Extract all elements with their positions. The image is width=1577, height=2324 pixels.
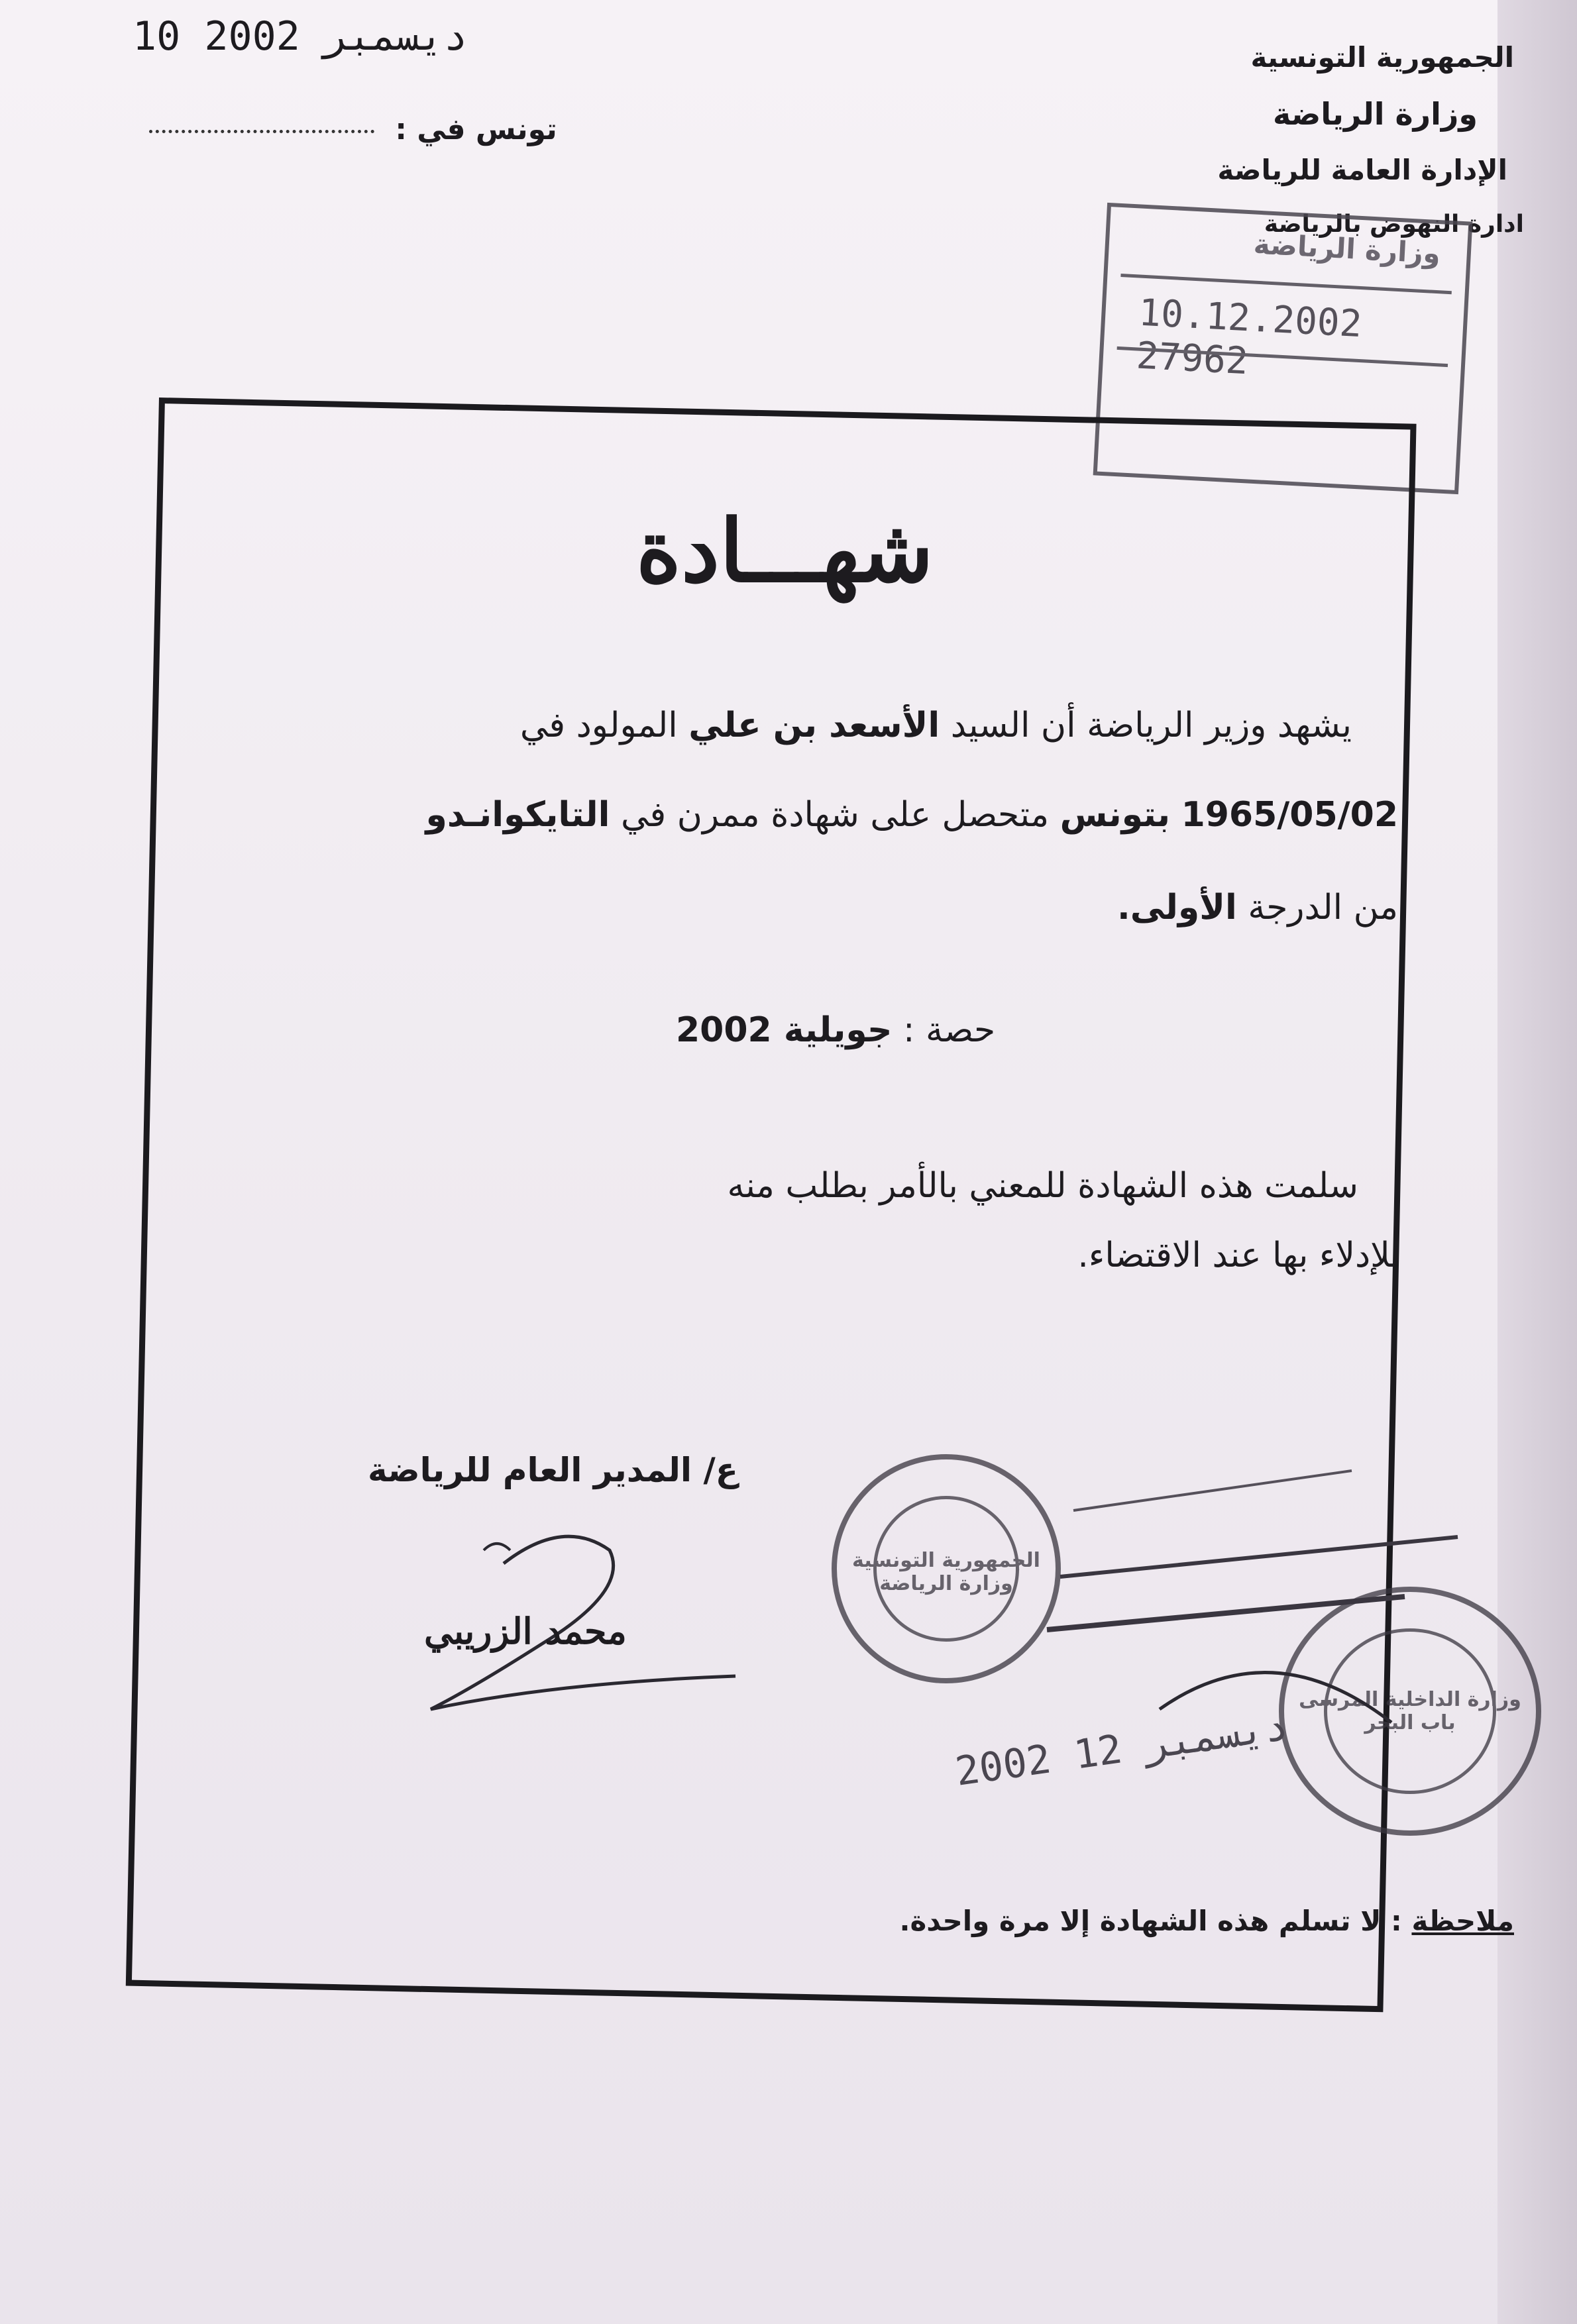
signatory-name: محمد الزريبي: [424, 1610, 627, 1652]
registration-stamp-title: وزارة الرياضة: [1252, 227, 1442, 270]
line3-text: من الدرجة: [1248, 888, 1398, 927]
page-edge: [1497, 0, 1577, 2324]
department-heading: ادارة النهوض بالرياضة: [1264, 211, 1524, 238]
birth-date: 1965/05/02: [1181, 795, 1398, 835]
sport-name: التايكوانـدو: [425, 795, 610, 835]
signatory-role: ع/ المدير العام للرياضة: [368, 1451, 738, 1489]
ministry-seal: [832, 1454, 1061, 1683]
certificate-title: شهـــادة: [636, 500, 934, 602]
certificate-line-1: [520, 706, 1352, 745]
certificate-line-2: [426, 795, 1398, 835]
place-label: تونس في :: [395, 113, 557, 146]
line1-born: المولود في: [519, 706, 678, 745]
session-line: [676, 1010, 995, 1050]
ministry-heading: وزارة الرياضة: [1272, 96, 1478, 132]
session-label: حصة :: [902, 1010, 996, 1050]
place-line: [149, 113, 557, 146]
holder-name: الأسعد بن علي: [688, 706, 940, 745]
certificate-note: [900, 1905, 1515, 1937]
grade-level: الأولى.: [1117, 888, 1237, 927]
line2-text: متحصل على شهادة ممرن في: [621, 795, 1050, 835]
note-text: : لا تسلم هذه الشهادة إلا مرة واحدة.: [899, 1905, 1402, 1937]
session-value: جويلية 2002: [676, 1010, 893, 1050]
stamp-scribbles: [1034, 1431, 1497, 1762]
ministry-seal-text: الجمهورية التونسية وزارة الرياضة: [852, 1549, 1040, 1595]
certificate-line-4: سلمت هذه الشهادة للمعني بالأمر بطلب منه: [727, 1166, 1358, 1206]
note-label: ملاحظة: [1411, 1905, 1514, 1937]
directorate-heading: الإدارة العامة للرياضة: [1217, 154, 1507, 186]
republic-heading: الجمهورية التونسية: [1250, 41, 1514, 74]
certificate-line-3: [1117, 888, 1398, 927]
birth-city: بتونس: [1060, 795, 1171, 835]
stamp-date: 2002 ديسمبر 12: [952, 1703, 1291, 1795]
registration-number: 10.12.2002 27962: [1135, 291, 1363, 384]
certificate-line-5: للإدلاء بها عند الاقتضاء.: [1077, 1236, 1401, 1275]
police-seal-text: وزارة الداخلية المرسى باب البحر: [1299, 1688, 1521, 1734]
top-date: 10 ديسمبر 2002: [133, 13, 468, 60]
place-dots: [149, 130, 374, 133]
line1-intro: يشهد وزير الرياضة أن السيد: [950, 706, 1352, 745]
